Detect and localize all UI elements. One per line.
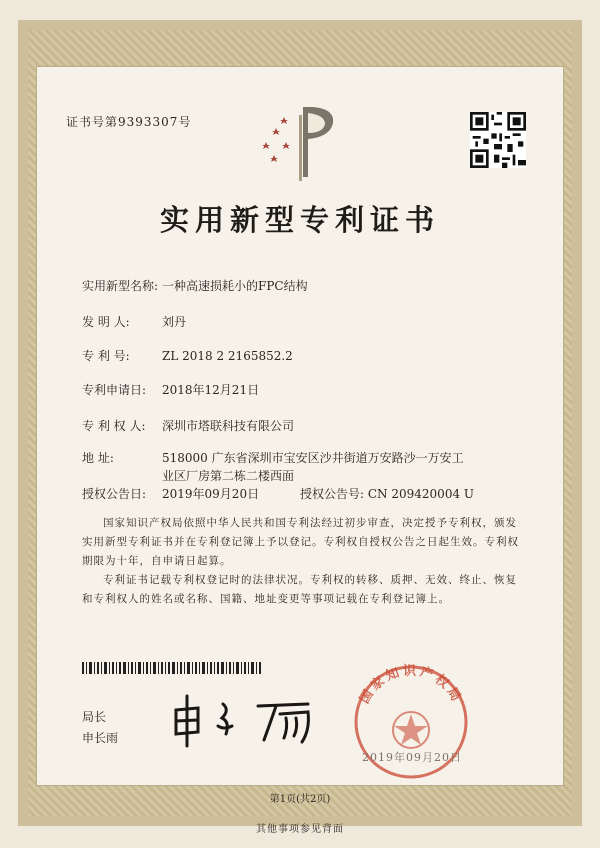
field-value: 业区厂房第二栋二楼西面 bbox=[162, 469, 295, 483]
field-patentee bbox=[82, 417, 294, 435]
field-label: 专 利 号: bbox=[82, 349, 130, 363]
field-inventor bbox=[82, 313, 186, 331]
patent-office-emblem-icon bbox=[255, 97, 345, 182]
page-number: 第1页(共2页) bbox=[269, 794, 331, 805]
legal-paragraph-grant: 国家知识产权局依照中华人民共和国专利法经过初步审查，决定授予专利权，颁发实用新型专利证书并在专利登记簿上予以登记。专利权自授权公告之日起生效。专利权期限为十年，自申请日起算。 bbox=[82, 517, 519, 567]
field-label: 专 利 权 人: bbox=[82, 419, 146, 433]
footer-note: 其他事项参见背面 bbox=[256, 824, 344, 835]
field-value: 518000 广东省深圳市宝安区沙井街道万安路沙一万安工 bbox=[162, 451, 464, 465]
field-value: 2018年12月21日 bbox=[162, 383, 260, 397]
field-value: 刘丹 bbox=[162, 315, 187, 329]
seal-text: 国家知识产权局 bbox=[357, 664, 465, 707]
field-value: 深圳市塔联科技有限公司 bbox=[162, 419, 295, 433]
field-label: 地 址: bbox=[82, 451, 114, 465]
field-value: CN 209420004 U bbox=[367, 487, 475, 501]
field-value: ZL 2018 2 2165852.2 bbox=[162, 349, 293, 363]
field-label: 授权公告号: bbox=[300, 487, 365, 501]
svg-text:国家知识产权局 bbox=[356, 663, 464, 706]
field-announcement-number bbox=[300, 485, 474, 503]
field-value: 2019年09月20日 bbox=[162, 487, 260, 501]
director-title: 局长 bbox=[82, 710, 107, 724]
certificate-number: 证书号第9393307号 bbox=[66, 115, 192, 129]
field-label: 专利申请日: bbox=[82, 383, 147, 397]
field-label: 发 明 人: bbox=[82, 315, 130, 329]
field-grant-date bbox=[82, 485, 259, 503]
seal-date: 2019年09月20日 bbox=[362, 751, 462, 764]
field-label: 授权公告日: bbox=[82, 487, 147, 501]
field-address-continued bbox=[82, 467, 294, 485]
field-application-date bbox=[82, 381, 259, 399]
field-value: 一种高速损耗小的FPC结构 bbox=[162, 279, 308, 293]
certificate-title: 实用新型专利证书 bbox=[159, 203, 440, 237]
barcode bbox=[82, 662, 262, 674]
field-label: 实用新型名称: bbox=[82, 279, 159, 293]
director-name: 申长雨 bbox=[82, 731, 119, 745]
field-patent-number bbox=[82, 347, 293, 365]
field-name bbox=[82, 277, 308, 295]
legal-paragraph-register: 专利证书记载专利权登记时的法律状况。专利权的转移、质押、无效、终止、恢复和专利权人的姓名或名称、国籍、地址变更等事项记载在专利登记簿上。 bbox=[82, 574, 517, 605]
director-signature bbox=[168, 690, 328, 750]
field-address bbox=[82, 449, 464, 467]
qr-code bbox=[470, 112, 526, 168]
